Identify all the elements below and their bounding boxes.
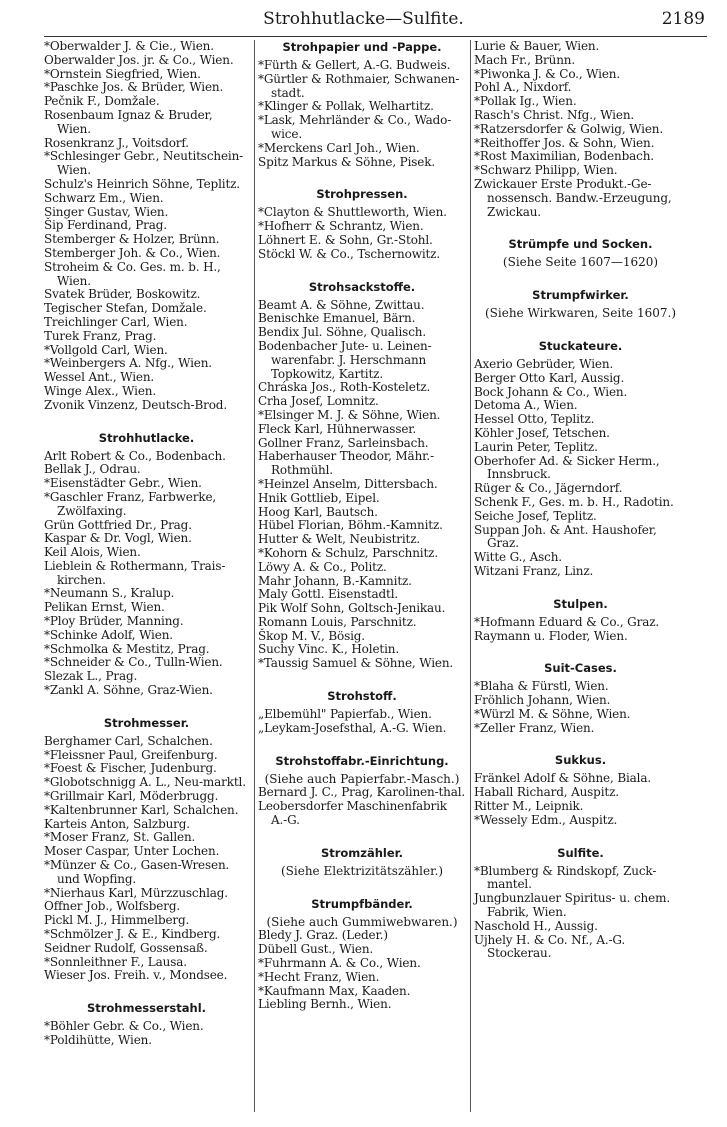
section-heading: Suit-Cases. bbox=[544, 661, 617, 676]
directory-entry: Hnik Gottlieb, Eipel. bbox=[258, 490, 380, 505]
directory-entry: Fränkel Adolf & Söhne, Biala. bbox=[474, 771, 652, 786]
directory-section bbox=[474, 237, 687, 270]
directory-section bbox=[44, 40, 249, 413]
directory-entry: Maly Gottl. Eisenstadtl. bbox=[258, 587, 399, 602]
directory-entry: Suppan Joh. & Ant. Haushofer, Graz. bbox=[474, 522, 657, 551]
directory-entry: *Weinbergers A. Nfg., Wien. bbox=[44, 356, 212, 371]
directory-entry: Hübel Florian, Böhm.-Kamnitz. bbox=[258, 518, 443, 533]
directory-entry: Šip Ferdinand, Prag. bbox=[44, 218, 167, 233]
column-2 bbox=[258, 40, 466, 1012]
directory-entry: Löhnert E. & Sohn, Gr.-Stohl. bbox=[258, 232, 433, 247]
directory-entry: *Ornstein Siegfried, Wien. bbox=[44, 66, 201, 81]
directory-section bbox=[258, 280, 466, 672]
directory-entry: Berger Otto Karl, Aussig. bbox=[474, 370, 625, 385]
section-heading: Strümpfe und Socken. bbox=[508, 237, 653, 252]
directory-entry: Lurie & Bauer, Wien. bbox=[474, 39, 600, 53]
directory-entry: Turek Franz, Prag. bbox=[44, 328, 157, 343]
directory-entry: *Böhler Gebr. & Co., Wien. bbox=[44, 1019, 204, 1034]
directory-section bbox=[474, 339, 687, 579]
directory-entry: Rasch's Christ. Nfg., Wien. bbox=[474, 107, 635, 122]
directory-entry: Slezak L., Prag. bbox=[44, 669, 138, 684]
directory-entry: *Schinke Adolf, Wien. bbox=[44, 627, 173, 642]
section-note: (Siehe Seite 1607—1620) bbox=[502, 255, 659, 270]
section-heading: Strohstoffabr.-Einrichtung. bbox=[275, 753, 449, 768]
directory-entry: Dübell Gust., Wien. bbox=[258, 942, 374, 957]
directory-entry: Fröhlich Johann, Wien. bbox=[474, 693, 611, 708]
directory-entry: *Heinzel Anselm, Dittersbach. bbox=[258, 476, 438, 491]
directory-entry: *Poldihütte, Wien. bbox=[44, 1033, 152, 1047]
directory-entry: Jungbunzlauer Spiritus- u. chem. Fabrik, Wien. bbox=[474, 891, 670, 920]
directory-entry: Schenk F., Ges. m. b. H., Radotin. bbox=[474, 494, 674, 509]
directory-entry: *Grillmair Karl, Möderbrugg. bbox=[44, 789, 219, 804]
directory-entry: Moser Caspar, Unter Lochen. bbox=[44, 844, 220, 859]
directory-entry: *Merckens Carl Joh., Wien. bbox=[258, 140, 420, 155]
directory-entry: Mach Fr., Brünn. bbox=[474, 52, 576, 67]
directory-entry: Mahr Johann, B.-Kamnitz. bbox=[258, 573, 412, 588]
directory-entry: Winge Alex., Wien. bbox=[44, 383, 157, 398]
directory-entry: *Sonnleithner F., Lausa. bbox=[44, 954, 187, 969]
page-title: Strohhutlacke—Sulfite. bbox=[263, 9, 464, 29]
directory-entry: Naschold H., Aussig. bbox=[474, 918, 598, 933]
directory-entry: *Rost Maximilian, Bodenbach. bbox=[474, 149, 654, 164]
directory-entry: Zwickauer Erste Produkt.-Ge-nossensch. Bandw.-Erzeugung, Zwickau. bbox=[474, 176, 672, 219]
section-heading: Strohpapier und -Pappe. bbox=[282, 40, 442, 54]
directory-entry: *Fuhrmann A. & Co., Wien. bbox=[258, 956, 421, 971]
directory-entry: Benischke Emanuel, Bärn. bbox=[258, 311, 416, 326]
directory-entry: *Wessely Edm., Auspitz. bbox=[474, 812, 618, 827]
section-heading: Sukkus. bbox=[554, 753, 607, 768]
section-heading: Strohpressen. bbox=[316, 187, 408, 202]
directory-entry: Witzani Franz, Linz. bbox=[474, 563, 594, 578]
directory-entry: Seidner Rudolf, Gossensaß. bbox=[44, 940, 208, 955]
directory-entry: *Kaltenbrunner Karl, Schalchen. bbox=[44, 802, 239, 817]
column-divider bbox=[254, 40, 255, 1112]
directory-entry: *Clayton & Shuttleworth, Wien. bbox=[258, 205, 447, 220]
directory-entry: *Schwarz Philipp, Wien. bbox=[474, 163, 618, 178]
directory-entry: *Würzl M. & Söhne, Wien. bbox=[474, 706, 631, 721]
column-divider bbox=[470, 40, 471, 1112]
directory-entry: *Schmolka & Mestitz, Prag. bbox=[44, 641, 210, 656]
directory-entry: Offner Job., Wolfsberg. bbox=[44, 899, 181, 914]
directory-entry: *Eisenstädter Gebr., Wien. bbox=[44, 476, 202, 491]
directory-entry: *Gürtler & Rothmaier, Schwanen-stadt. bbox=[258, 71, 460, 100]
directory-entry: *Ploy Brüder, Manning. bbox=[44, 614, 184, 629]
section-heading: Strumpfwirker. bbox=[532, 288, 629, 303]
directory-entry: *Zankl A. Söhne, Graz-Wien. bbox=[44, 683, 213, 698]
directory-entry: Škop M. V., Bösig. bbox=[258, 628, 365, 643]
directory-entry: *Paschke Jos. & Brüder, Wien. bbox=[44, 80, 224, 95]
directory-entry: Hessel Otto, Teplitz. bbox=[474, 412, 595, 427]
section-heading: Strumpfbänder. bbox=[311, 896, 413, 911]
directory-entry: Schwarz Em., Wien. bbox=[44, 190, 164, 205]
directory-entry: *Neumann S., Kralup. bbox=[44, 586, 175, 601]
directory-entry: *Blumberg & Rindskopf, Zuck-mantel. bbox=[474, 863, 657, 892]
directory-entry: Bellak J., Odrau. bbox=[44, 462, 141, 477]
directory-entry: Gollner Franz, Sarleinsbach. bbox=[258, 435, 429, 450]
directory-entry: Pohl A., Nixdorf. bbox=[474, 80, 572, 95]
directory-entry: Axerio Gebrüder, Wien. bbox=[474, 356, 614, 371]
directory-entry: Zvonik Vinzenz, Deutsch-Brod. bbox=[44, 397, 227, 412]
directory-entry: Suchy Vinc. K., Holetin. bbox=[258, 642, 400, 657]
directory-entry: Romann Louis, Parschnitz. bbox=[258, 614, 417, 629]
directory-entry: Wieser Jos. Freih. v., Mondsee. bbox=[44, 968, 228, 983]
directory-entry: *Pollak Ig., Wien. bbox=[474, 94, 577, 109]
directory-entry: *Oberwalder J. & Cie., Wien. bbox=[44, 39, 214, 53]
directory-entry: „Elbemühl" Papierfab., Wien. bbox=[258, 707, 432, 722]
directory-entry: *Hecht Franz, Wien. bbox=[258, 969, 380, 984]
section-heading: Strohstoff. bbox=[327, 689, 397, 704]
directory-entry: Seiche Josef, Teplitz. bbox=[474, 508, 597, 523]
directory-section bbox=[474, 288, 687, 321]
directory-entry: Stemberger & Holzer, Brünn. bbox=[44, 232, 220, 247]
directory-section bbox=[474, 40, 687, 219]
directory-entry: Chráska Jos., Roth-Kosteletz. bbox=[258, 380, 431, 395]
section-heading: Stuckateure. bbox=[538, 338, 623, 353]
directory-entry: Singer Gustav, Wien. bbox=[44, 204, 169, 219]
page-header bbox=[0, 6, 727, 34]
directory-entry: Laurin Peter, Teplitz. bbox=[474, 439, 598, 454]
directory-entry: Arlt Robert & Co., Bodenbach. bbox=[44, 448, 226, 463]
directory-entry: Svatek Brüder, Boskowitz. bbox=[44, 287, 201, 302]
section-note: (Siehe auch Papierfabr.-Masch.) bbox=[264, 771, 460, 786]
directory-entry: Bock Johann & Co., Wien. bbox=[474, 384, 628, 399]
directory-entry: *Kohorn & Schulz, Parschnitz. bbox=[258, 545, 438, 560]
directory-entry: Stöckl W. & Co., Tschernowitz. bbox=[258, 246, 441, 261]
directory-entry: Bodenbacher Jute- u. Leinen-warenfabr. J. Herschmann Topkowitz, Kartitz. bbox=[258, 338, 432, 381]
directory-entry: „Leykam-Josefsthal, A.-G. Wien. bbox=[258, 720, 447, 735]
directory-section bbox=[474, 846, 687, 962]
directory-entry: *Blaha & Fürstl, Wien. bbox=[474, 679, 609, 694]
directory-section bbox=[474, 597, 687, 644]
directory-section bbox=[474, 753, 687, 827]
directory-entry: *Gaschler Franz, Farbwerke, Zwölfaxing. bbox=[44, 489, 217, 518]
directory-entry: Ritter M., Leipnik. bbox=[474, 799, 584, 814]
directory-section bbox=[258, 689, 466, 736]
directory-entry: Pickl M. J., Himmelberg. bbox=[44, 913, 190, 928]
column-3 bbox=[474, 40, 687, 961]
directory-entry: *Moser Franz, St. Gallen. bbox=[44, 830, 196, 845]
directory-entry: Oberhofer Ad. & Sicker Herm., Innsbruck. bbox=[474, 453, 660, 482]
directory-entry: Liebling Bernh., Wien. bbox=[258, 997, 392, 1012]
section-heading: Strohsackstoffe. bbox=[308, 279, 416, 294]
directory-entry: *Hofmann Eduard & Co., Graz. bbox=[474, 614, 660, 629]
section-heading: Strohmesser. bbox=[103, 715, 190, 730]
header-rule bbox=[44, 36, 707, 37]
directory-section bbox=[258, 187, 466, 261]
directory-entry: *Fleissner Paul, Greifenburg. bbox=[44, 747, 218, 762]
directory-entry: Rüger & Co., Jägerndorf. bbox=[474, 481, 623, 496]
directory-entry: *Piwonka J. & Co., Wien. bbox=[474, 66, 621, 81]
directory-entry: *Münzer & Co., Gasen-Wresen. und Wopfing. bbox=[44, 858, 230, 886]
directory-entry: *Schlesinger Gebr., Neutitschein-Wien. bbox=[44, 149, 244, 178]
directory-entry: *Foest & Fischer, Judenburg. bbox=[44, 761, 217, 776]
directory-entry: Fleck Karl, Hühnerwasser. bbox=[258, 421, 417, 436]
directory-entry: Stemberger Joh. & Co., Wien. bbox=[44, 245, 221, 260]
directory-section bbox=[258, 754, 466, 828]
directory-entry: Witte G., Asch. bbox=[474, 550, 562, 565]
directory-entry: Rosenbaum Ignaz & Bruder, Wien. bbox=[44, 107, 213, 136]
directory-entry: Ujhely H. & Co. Nf., A.-G. Stockerau. bbox=[474, 932, 626, 961]
directory-entry: *Schmölzer J. & E., Kindberg. bbox=[44, 927, 221, 942]
column-1 bbox=[44, 40, 249, 1048]
directory-entry: Wessel Ant., Wien. bbox=[44, 370, 155, 385]
directory-entry: *Ratzersdorfer & Golwig, Wien. bbox=[474, 121, 664, 136]
section-heading: Sulfite. bbox=[557, 845, 604, 860]
directory-entry: *Zeller Franz, Wien. bbox=[474, 720, 595, 735]
section-heading: Strohmesserstahl. bbox=[86, 1001, 207, 1016]
directory-entry: Hoog Karl, Bautsch. bbox=[258, 504, 378, 519]
directory-entry: Keil Alois, Wien. bbox=[44, 545, 141, 560]
directory-entry: Stroheim & Co. Ges. m. b. H., Wien. bbox=[44, 259, 221, 288]
directory-entry: *Elsinger M. J. & Söhne, Wien. bbox=[258, 407, 441, 422]
directory-entry: Tegischer Stefan, Domžale. bbox=[44, 301, 207, 316]
page-number: 2189 bbox=[661, 9, 705, 29]
section-heading: Stulpen. bbox=[553, 596, 608, 611]
section-heading: Stromzähler. bbox=[320, 845, 404, 860]
directory-entry: Crha Josef, Lomnitz. bbox=[258, 394, 379, 409]
directory-section bbox=[258, 40, 466, 169]
directory-entry: Oberwalder Jos. jr. & Co., Wien. bbox=[44, 52, 234, 67]
directory-section bbox=[44, 431, 249, 698]
section-note: (Siehe Wirkwaren, Seite 1607.) bbox=[484, 306, 676, 321]
section-heading: Strohhutlacke. bbox=[98, 430, 195, 445]
directory-section bbox=[474, 661, 687, 735]
directory-entry: *Taussig Samuel & Söhne, Wien. bbox=[258, 656, 454, 671]
directory-entry: Haberhauser Theodor, Mähr.-Rothmühl. bbox=[258, 449, 434, 478]
directory-entry: Detoma A., Wien. bbox=[474, 398, 578, 413]
directory-entry: Bledy J. Graz. (Leder.) bbox=[258, 928, 388, 943]
section-note: (Siehe auch Gummiwebwaren.) bbox=[266, 914, 458, 929]
directory-section bbox=[258, 897, 466, 1013]
directory-entry: Köhler Josef, Tetschen. bbox=[474, 425, 610, 440]
directory-entry: Hutter & Welt, Neubistritz. bbox=[258, 532, 421, 547]
directory-entry: Pik Wolf Sohn, Goltsch-Jenikau. bbox=[258, 601, 446, 616]
directory-entry: Haball Richard, Auspitz. bbox=[474, 785, 619, 800]
directory-entry: Schulz's Heinrich Söhne, Teplitz. bbox=[44, 176, 240, 191]
directory-entry: *Hofherr & Schrantz, Wien. bbox=[258, 219, 424, 234]
directory-entry: Bendix Jul. Söhne, Qualisch. bbox=[258, 325, 427, 340]
directory-entry: *Lask, Mehrländer & Co., Wado-wice. bbox=[258, 113, 452, 141]
section-note: (Siehe Elektrizitätszähler.) bbox=[280, 863, 444, 878]
directory-entry: Treichlinger Carl, Wien. bbox=[44, 314, 188, 329]
directory-entry: Pelikan Ernst, Wien. bbox=[44, 600, 165, 615]
directory-entry: *Globotschnigg A. L., Neu-marktl. bbox=[44, 775, 246, 790]
directory-entry: *Schneider & Co., Tulln-Wien. bbox=[44, 655, 223, 670]
directory-entry: *Fürth & Gellert, A.-G. Budweis. bbox=[258, 58, 451, 72]
directory-entry: Grün Gottfried Dr., Prag. bbox=[44, 517, 192, 532]
directory-entry: Spitz Markus & Söhne, Pisek. bbox=[258, 154, 436, 169]
directory-entry: Leobersdorfer Maschinenfabrik A.-G. bbox=[258, 799, 447, 828]
directory-section bbox=[44, 1001, 249, 1048]
directory-entry: *Vollgold Carl, Wien. bbox=[44, 342, 168, 357]
directory-entry: Karteis Anton, Salzburg. bbox=[44, 816, 190, 831]
directory-entry: Pečnik F., Domžale. bbox=[44, 94, 160, 109]
directory-entry: Berghamer Carl, Schalchen. bbox=[44, 733, 213, 748]
directory-entry: *Kaufmann Max, Kaaden. bbox=[258, 983, 411, 998]
directory-entry: Bernard J. C., Prag, Karolinen-thal. bbox=[258, 785, 466, 800]
directory-entry: Raymann u. Floder, Wien. bbox=[474, 628, 628, 643]
directory-section bbox=[258, 846, 466, 879]
directory-entry: *Reithoffer Jos. & Sohn, Wien. bbox=[474, 135, 655, 150]
directory-entry: Lieblein & Rothermann, Trais-kirchen. bbox=[44, 558, 226, 587]
directory-entry: Beamt A. & Söhne, Zwittau. bbox=[258, 297, 425, 312]
directory-entry: Rosenkranz J., Voitsdorf. bbox=[44, 135, 189, 150]
directory-entry: *Klinger & Pollak, Welhartitz. bbox=[258, 99, 434, 114]
directory-entry: Löwy A. & Co., Politz. bbox=[258, 559, 387, 574]
directory-section bbox=[44, 716, 249, 983]
directory-entry: *Nierhaus Karl, Mürzzuschlag. bbox=[44, 885, 228, 900]
directory-entry: Kaspar & Dr. Vogl, Wien. bbox=[44, 531, 192, 546]
